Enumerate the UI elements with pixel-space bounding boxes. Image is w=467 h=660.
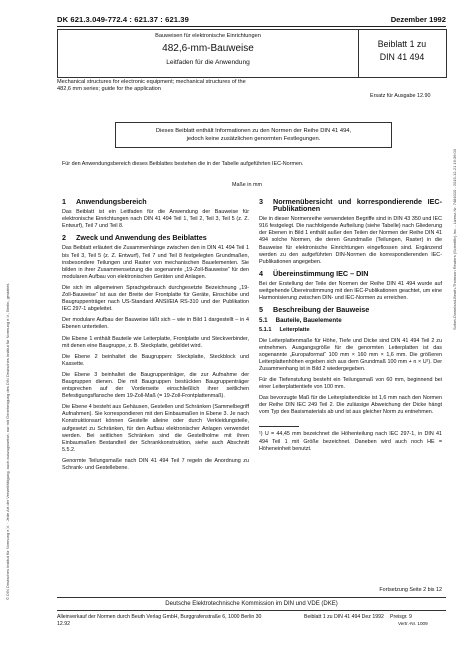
print-code: 12.92	[57, 621, 70, 627]
title-box	[57, 29, 359, 78]
standard-number: DIN 41 494	[379, 52, 425, 62]
footer-rule-bottom	[57, 610, 446, 611]
document-subtitle: Leitfaden für die Anwendung	[166, 59, 250, 66]
paragraph: Die in dieser Normenreihe verwendeten Begriffe sind in DIN 43 350 und IEC 916 festgelegt. Die nachfolgende Aufteilung (siehe Tabelle) nach Gliederung der Ebenen in Bild 1 enthält außer den Teilen der Normen der Reihe DIN 41 494 solche Normen, die deren Grundmaße (Teilungen, Raster) in die Bauweise für elektronische Einrichtungen eingeflossen sind. Ergänzend werden zu den aufgeführten DIN-Normen die korrespondierenden IEC-Publikationen angegeben.	[259, 216, 442, 265]
paragraph: Die Ebene 3 beinhaltet die Baugruppenträger, die zur Aufnahme der Baugruppen dienen. Die mit Baugruppen bestückten Baugruppenträger entsprechen auf der Vorderseite einschließlich ihrer seitlichen Befestigungsflansche dem 19-Zoll-Maß (= 19-Zoll-Frontplattenmaß).	[62, 371, 249, 400]
distribution-number: Vertr.-Nr. 1009	[398, 621, 428, 626]
paragraph: Die Ebene 1 enthält Bauteile wie Leiterplatte, Frontplatte und Steckverbinder, mit denen eine Baugruppe, z. B. Steckplatte, gebildet wird.	[62, 335, 249, 349]
right-column	[259, 195, 442, 457]
publication-date: Dezember 1992	[390, 15, 446, 24]
header-rule	[57, 26, 446, 27]
footer-rule	[57, 597, 446, 598]
footnote: ¹) U = 44,45 mm bezeichnet die Höhenteilung nach IEC 297-1, in DIN 41 494 Teil 1 mit Größe bezeichnet. Daneben wird auch noch HE = Höheneinheit benutzt.	[259, 431, 442, 452]
continuation-note: Fortsetzung Seite 2 bis 12	[379, 587, 442, 593]
publisher-line: Alleinverkauf der Normen durch Beuth Verlag GmbH, Burggrafenstraße 6, 1000 Berlin 30	[57, 614, 262, 620]
section-heading-5-1: 5.1 Bauteile, Bauelemente	[259, 317, 342, 325]
sheet-box	[358, 29, 447, 78]
copyright-margin-text: © DIN Deutsches Institut für Normung e.V. · Jede Art der Vervielfältigung, auch auszugsweise, nur mit Genehmigung des DIN Deutsches Institut für Normung e.V., Berlin, gestattet.	[5, 282, 10, 600]
footer-document-ref: Beiblatt 1 zu DIN 41 494 Dez 1992	[304, 614, 384, 620]
paragraph: Das bevorzugte Maß für die Leiterplattendicke ist 1,6 mm nach den Normen der Reihe DIN IEC 249 Teil 2. Die zulässige Abweichung der Dicke hängt vom Typ des Basismaterials ab und ist aus gleicher Norm zu entnehmen.	[259, 395, 442, 416]
paragraph: Die Leiterplattenmaße für Höhe, Tiefe und Dicke sind DIN 41 494 Teil 2 zu entnehmen. Ausgangsgröße für die genormten Leiterplatten ist das sogenannte „Europaformat“ 100 mm × 160 mm × 1,6 mm. Die größeren Leiterplattenhöhen ergeben sich aus dem Grundmaß 100 mm + n × U¹). Der Zusammenhang ist in Bild 2 wiedergegeben.	[259, 337, 442, 372]
category-label: Bauweisen für elektronische Einrichtungen	[155, 33, 261, 39]
section-heading-4: 4 Übereinstimmung IEC – DIN	[259, 268, 369, 278]
intro-text: Für den Anwendungsbereich dieses Beiblattes bestehen die in der Tabelle aufgeführten IEC-Normen.	[62, 161, 304, 167]
paragraph: Die Ebene 4 besteht aus Gehäusen, Gestellen und Schränken (Sammelbegriff Aufnahmen). Sie korrespondieren mit den Einbaumaßen in Ebene 3. Je nach Konstruktionsart können Gestelle alleine oder durch Verkleidungsteile, aufgesetzt zu Schränken, für den Aufbau elektronischer Anlagen verwendet werden. Bei seitlichen Schränken sind die Gestellholme mit ihren Einbaumaßen Bestandteil der Schrankkonstruktion, siehe auch Abschnitt 5.5.2.	[62, 404, 249, 453]
committee-line: Deutsche Elektrotechnische Kommission im DIN und VDE (DKE)	[165, 601, 338, 607]
section-heading-3: 3 Normenübersicht und korrespondierende IEC-Publikationen	[259, 197, 442, 214]
english-title: Mechanical structures for electronic equipment; mechanical structures of the 482,6 mm series; guide for the application	[57, 79, 246, 93]
section-heading-5-1-1: 5.1.1 Leiterplatte	[259, 327, 310, 334]
replacement-note: Ersatz für Ausgabe 12.90	[370, 93, 431, 99]
paragraph: Der modulare Aufbau der Bauweise läßt sich – wie in Bild 1 dargestellt – in 4 Ebenen unterteilen.	[62, 317, 249, 331]
paragraph: Das Beiblatt ist ein Leitfaden für die Anwendung der Bauweise für elektronische Einrichtungen nach DIN 41 494 Teil 1, Teil 2, Teil 3, Teil 5 (z. Z. Entwurf), Teil 7 und Teil 8.	[62, 209, 249, 230]
info-note-box: Dieses Beiblatt enthält Informationen zu den Normen der Reihe DIN 41 494, jedoch keine zusätzlichen genormten Festlegungen.	[115, 122, 392, 148]
left-column	[62, 195, 249, 476]
paragraph: Bei der Erstellung der Teile der Normen der Reihe DIN 41 494 wurde auf weitgehende Übereinstimmung mit den IEC-Publikationen geachtet, um eine Harmonisierung zwischen DIN- und IEC-Normen zu erreichen.	[259, 280, 442, 302]
paragraph: Das Beiblatt erläutert die Zusammenhänge zwischen den in DIN 41 494 Teil 1 bis Teil 3, Teil 5 (z. Z. Entwurf), Teil 7 und Teil 8 festgelegten Grundmaßen, insbesondere Teilungen und Raster von mechanischen Bauelementen. Sie bilden in ihrer Zusammensetzung die sogenannte „19-Zoll-Bauweise“ für den modularen Aufbau von elektronischen Geräten und Anlagen.	[62, 245, 249, 280]
dk-classification: DK 621.3.049-772.4 : 621.37 : 621.39	[57, 15, 189, 24]
paragraph: Die Ebene 2 beinhaltet die Baugruppen: Steckplatte, Steckblock und Kassette.	[62, 353, 249, 367]
price-group: Preisgr. 9	[390, 614, 412, 620]
document-title: 482,6-mm-Bauweise	[162, 43, 254, 54]
section-heading-2: 2 Zweck und Anwendung des Beiblattes	[62, 233, 207, 243]
paragraph: Genormte Teilungsmaße nach DIN 41 494 Teil 7 regeln die Anordnung zu Schrank- und Gestellebene.	[62, 457, 249, 471]
footnote-rule	[259, 426, 299, 427]
paragraph: Für die Tiefenstufung besteht ein Teilungsmaß von 60 mm, beginnend bei einer Leiterplattentiefe von 100 mm.	[259, 376, 442, 391]
paragraph: Die sich im allgemeinen Sprachgebrauch durchgesetzte Bezeichnung „19-Zoll-Bauweise“ ist aus der Breite der Frontplatte für Geräte, Einschübe und Baugruppenträger nach US-Standard ANSI/EIA RS-310 und der Publikation IEC 297-1 abgeleitet.	[62, 284, 249, 313]
dimensions-note: Maße in mm	[232, 182, 262, 188]
license-margin-text: Sofort-Download-Beuth-Thomson Reuters (Scientific) Inc. - Lizenz-Nr. 7484010 - 2015-12-21 16:36:03	[452, 149, 457, 330]
sheet-label: Beiblatt 1 zu	[377, 39, 427, 49]
section-heading-1: 1 Anwendungsbereich	[62, 197, 147, 206]
section-heading-5: 5 Beschreibung der Bauweise	[259, 305, 370, 315]
